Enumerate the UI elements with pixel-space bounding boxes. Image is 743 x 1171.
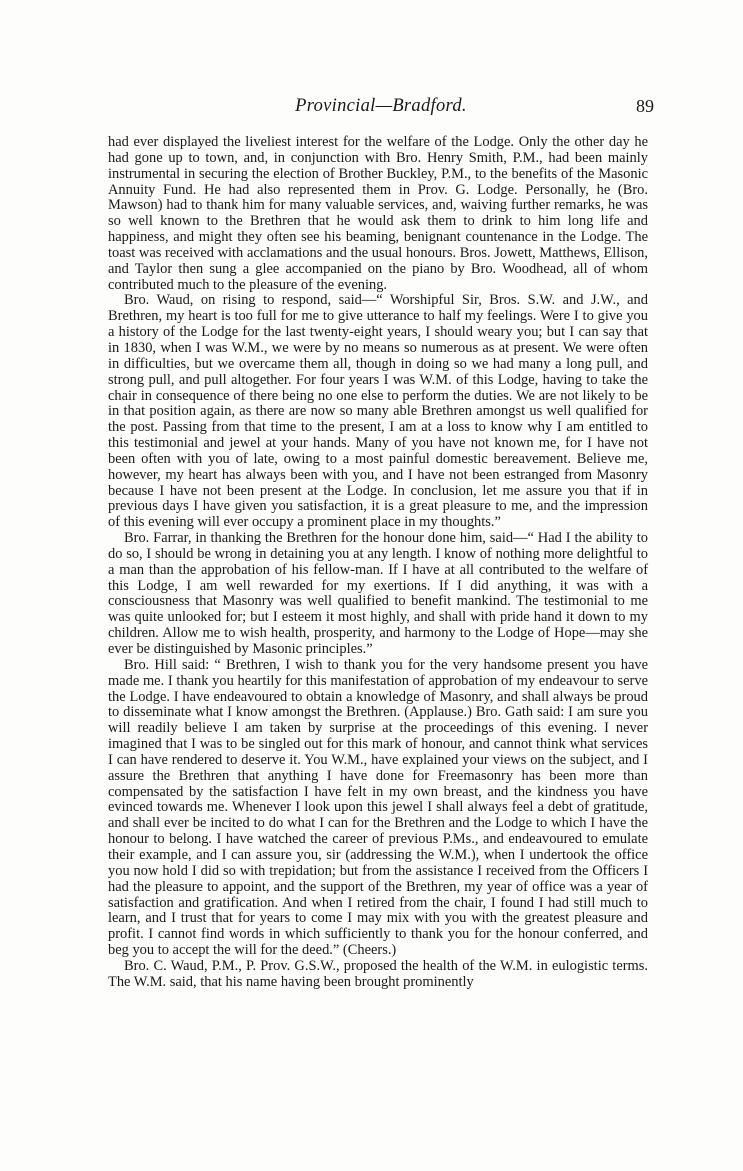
paragraph-hill-gath-speech: Bro. Hill said: “ Brethren, I wish to thank you for the very handsome present you have made me. I thank you heartily for this manifestation of approbation of my endeavour to serve the Lodge. I have endeavoured to obtain a knowledge of Masonry, and shall always be proud to disseminate what I know amongst the Brethren. (Applause.) Bro. Gath said: I am sure you will readily believe I am taken by surprise at the proceedings of this evening. I never imagined that I was to be singled out for this mark of honour, and cannot think what services I can have rendered to deserve it. You W.M., have explained your views on the subject, and I assure the Brethren that anything I have done for Freemasonry has been more than compensated by the satisfaction I have felt in my own breast, and the kindness you have evinced towards me. Whenever I look upon this jewel I shall always feel a debt of gratitude, and shall ever be incited to do what I can for the Brethren and the Lodge to which I have the honour to belong. I have watched the career of previous P.Ms., and endeavoured to emulate their example, and I can assure you, sir (addressing the W.M.), when I undertook the office you now hold I did so with trepidation; but from the assistance I received from the Officers I had the pleasure to appoint, and the support of the Brethren, my year of office was a year of satisfaction and gratification. And when I retired from the chair, I found I had still much to learn, and I trust that for years to come I may mix with you with the greatest pleasure and profit. I cannot find words in which sufficiently to thank you for the honour conferred, and beg you to accept the will for the deed.” (Cheers.): [108, 656, 648, 959]
paragraph-waud-response: Bro. Waud, on rising to respond, said—“ Worshipful Sir, Bros. S.W. and J.W., and Brethren, my heart is too full for me to give utterance to half my feelings. Were I to give you a history of the Lodge for the last twenty-eight years, I should weary you; but I can say that in 1830, when I was W.M., we were by no means so numerous as at present. We were often in difficulties, but we overcame them all, though in doing so we had many a long pull, and strong pull, and pull altogether. For four years I was W.M. of this Lodge, having to take the chair in consequence of there being no one else to perform the duties. We are not likely to be in that position again, as there are now so many able Brethren amongst us well qualified for the post. Passing from that time to the present, I am at a loss to know why I am entitled to this testimonial and jewel at your hands. Many of you have not known me, for I have not been often with you of late, owing to a most painful domestic bereavement. Believe me, however, my heart has always been with you, and I have not been estranged from Masonry because I have not been present at the Lodge. In conclusion, let me assure you that if in previous days I have given you satisfaction, it is a great pleasure to me, and the impression of this evening will ever occupy a prominent place in my thoughts.”: [108, 292, 648, 531]
page-header: [108, 96, 654, 122]
paragraph-farrar-thanks: Bro. Farrar, in thanking the Brethren for the honour done him, said—“ Had I the ability to do so, I should be wrong in detaining you at any length. I know of nothing more delightful to a man than the approbation of his fellow-man. If I have at all contributed to the welfare of this Lodge, I am well rewarded for my exertions. If I did anything, it was with a consciousness that Masonry was well qualified to benefit mankind. The testimonial to me was quite unlooked for; but I esteem it most highly, and shall with pride hand it down to my children. Allow me to wish health, prosperity, and harmony to the Lodge of Hope—may she ever be distinguished by Masonic principles.”: [108, 530, 648, 657]
paragraph-wm-toast: Bro. C. Waud, P.M., P. Prov. G.S.W., proposed the health of the W.M. in eulogistic terms. The W.M. said, that his name having been brought prominently: [108, 957, 648, 990]
running-title: Provincial—Bradford.: [295, 96, 467, 116]
paragraph-continuation: had ever displayed the liveliest interest for the welfare of the Lodge. Only the other day he had gone up to town, and, in conjunction with Bro. Henry Smith, P.M., had been mainly instrumental in securing the election of Brother Buckley, P.M., to the benefits of the Masonic Annuity Fund. He had also represented them in Prov. G. Lodge. Personally, he (Bro. Mawson) had to thank him for many valuable services, and, waiving further remarks, he was so well known to the Brethren that he would ask them to drink to him long life and happiness, and might they often see his beaming, benignant countenance in the Lodge. The toast was received with acclamations and the usual honours. Bros. Jowett, Matthews, Ellison, and Taylor then sung a glee accompanied on the piano by Bro. Woodhead, all of whom contributed much to the pleasure of the evening.: [108, 134, 648, 293]
body-text: [108, 135, 648, 991]
page-number: 89: [636, 96, 654, 116]
